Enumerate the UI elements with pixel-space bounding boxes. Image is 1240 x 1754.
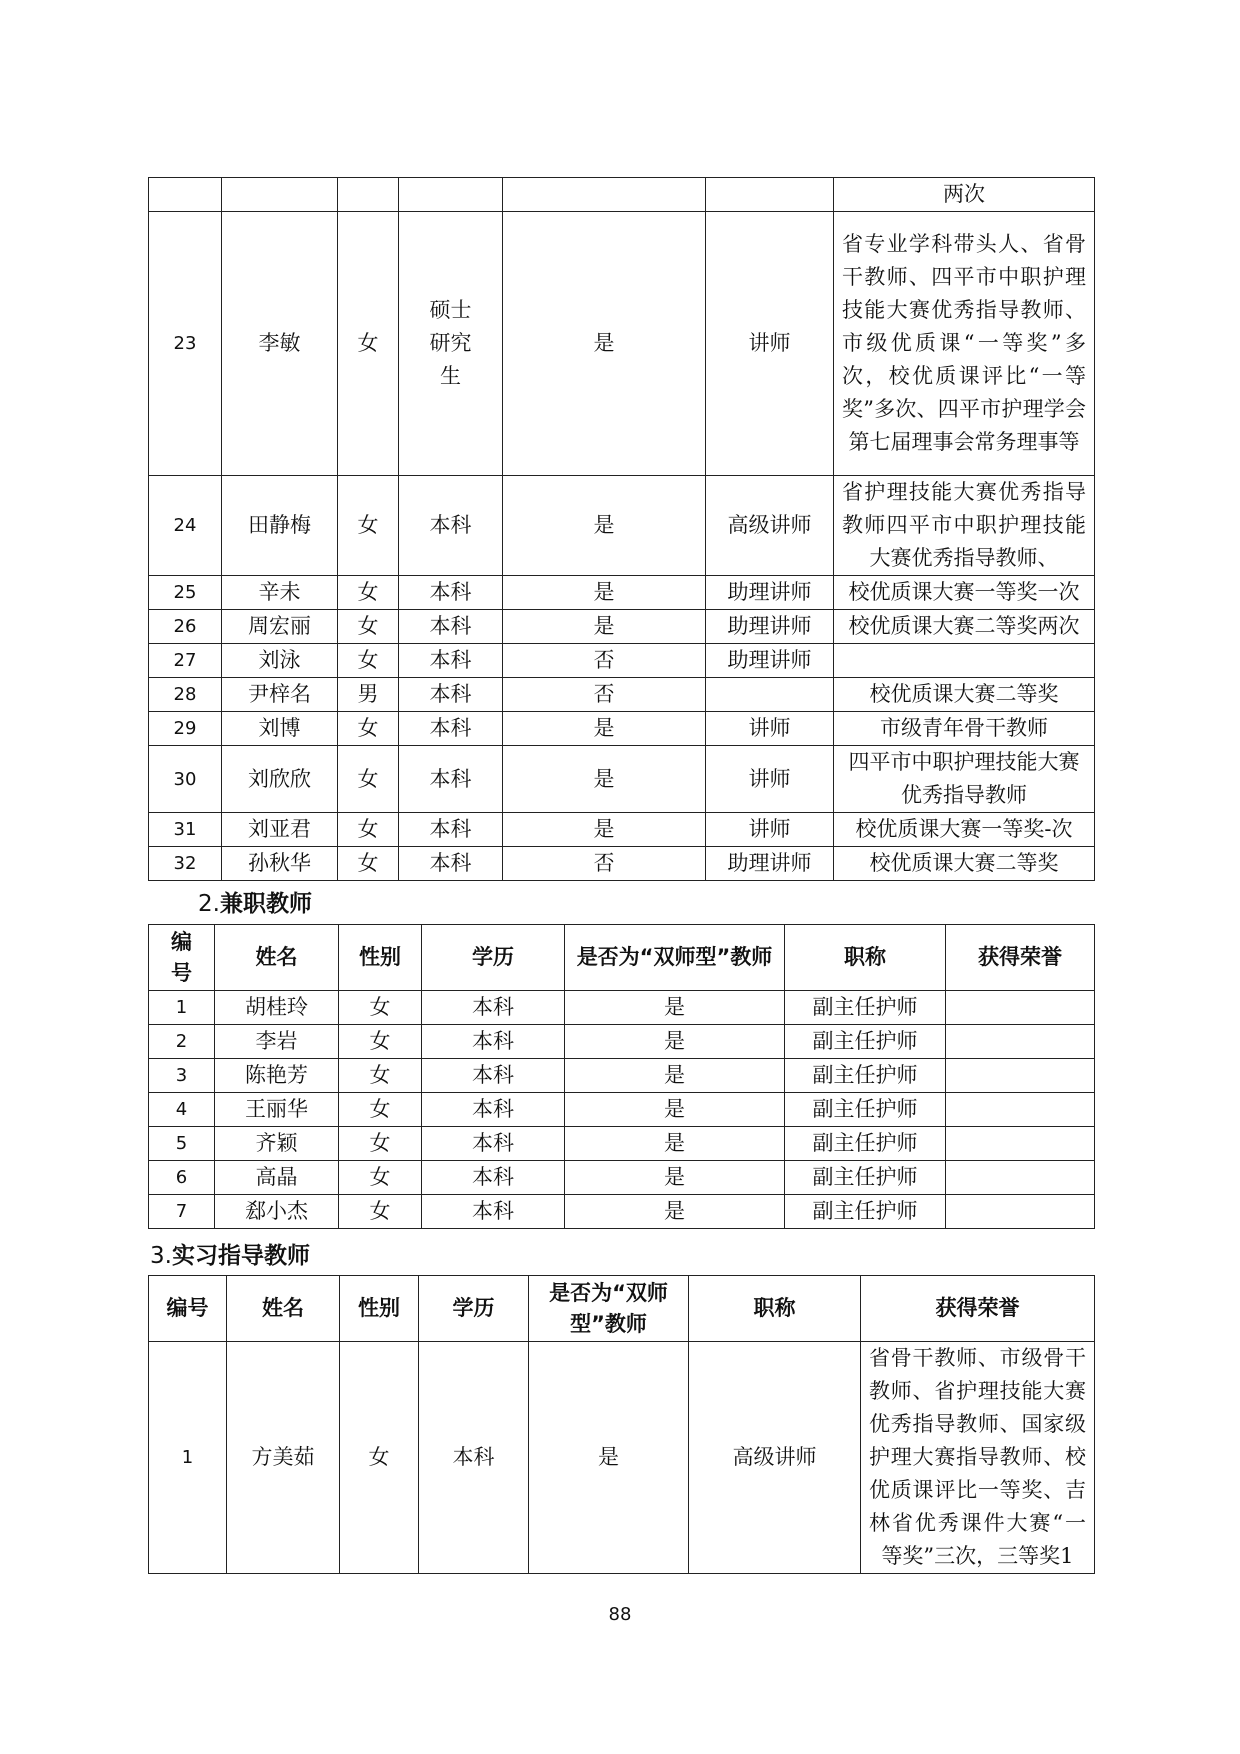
cell-honor: 省护理技能大赛优秀指导教师四平市中职护理技能大赛优秀指导教师、	[834, 476, 1095, 576]
cell-honor	[946, 1127, 1095, 1161]
cell-no: 28	[149, 678, 222, 712]
cell-title: 副主任护师	[785, 991, 946, 1025]
cell-gender: 女	[338, 476, 399, 576]
table-row	[149, 712, 1095, 746]
cell-honor	[946, 1059, 1095, 1093]
table-row	[149, 1195, 1095, 1229]
cell-gender: 男	[338, 678, 399, 712]
cell-honor: 两次	[834, 178, 1095, 212]
cell-education: 本科	[422, 1127, 565, 1161]
cell-name: 孙秋华	[222, 847, 338, 881]
cell-education: 本科	[422, 1059, 565, 1093]
cell-name: 刘亚君	[222, 813, 338, 847]
cell-honor: 四平市中职护理技能大赛优秀指导教师	[834, 746, 1095, 813]
cell-education: 本科	[399, 847, 503, 881]
cell-title: 副主任护师	[785, 1093, 946, 1127]
cell-dual-qualified	[503, 178, 706, 212]
cell-honor	[946, 1025, 1095, 1059]
cell-gender: 女	[338, 813, 399, 847]
cell-dual-qualified: 是	[503, 813, 706, 847]
cell-name: 郄小杰	[215, 1195, 339, 1229]
header-gender: 性别	[339, 925, 422, 991]
cell-dual-qualified: 是	[503, 712, 706, 746]
cell-honor: 校优质课大赛二等奖两次	[834, 610, 1095, 644]
cell-honor	[946, 1195, 1095, 1229]
section-title: 兼职教师	[219, 891, 312, 917]
cell-dual-qualified: 是	[503, 746, 706, 813]
cell-no: 1	[149, 1342, 227, 1574]
cell-gender: 女	[339, 1127, 422, 1161]
cell-dual-qualified: 是	[529, 1342, 689, 1574]
cell-title: 讲师	[706, 813, 834, 847]
header-education: 学历	[419, 1276, 529, 1342]
cell-honor: 校优质课大赛一等奖一次	[834, 576, 1095, 610]
cell-title: 副主任护师	[785, 1127, 946, 1161]
cell-dual-qualified: 否	[503, 678, 706, 712]
cell-education: 本科	[419, 1342, 529, 1574]
cell-no: 5	[149, 1127, 215, 1161]
cell-honor: 省专业学科带头人、省骨干教师、四平市中职护理技能大赛优秀指导教师、市级优质课“一等奖”多次，校优质课评比“一等奖”多次、四平市护理学会第七届理事会常务理事等	[834, 212, 1095, 476]
table-row	[149, 1059, 1095, 1093]
cell-dual-qualified: 是	[565, 1093, 785, 1127]
cell-name: 刘泳	[222, 644, 338, 678]
header-dual-qualified: 是否为“双师型”教师	[529, 1276, 689, 1342]
cell-no: 27	[149, 644, 222, 678]
header-no: 编号	[149, 925, 215, 991]
cell-honor	[946, 1093, 1095, 1127]
cell-education	[399, 178, 503, 212]
cell-education: 本科	[399, 746, 503, 813]
cell-gender: 女	[339, 1025, 422, 1059]
header-title: 职称	[689, 1276, 861, 1342]
cell-no: 3	[149, 1059, 215, 1093]
cell-dual-qualified: 是	[565, 991, 785, 1025]
cell-gender	[338, 178, 399, 212]
cell-education: 本科	[422, 1025, 565, 1059]
table-row	[149, 1342, 1095, 1574]
cell-honor: 校优质课大赛二等奖	[834, 847, 1095, 881]
cell-gender: 女	[339, 1195, 422, 1229]
cell-gender: 女	[339, 991, 422, 1025]
cell-no: 7	[149, 1195, 215, 1229]
cell-gender: 女	[338, 212, 399, 476]
cell-title: 助理讲师	[706, 576, 834, 610]
cell-no: 29	[149, 712, 222, 746]
cell-title	[706, 178, 834, 212]
cell-honor: 省骨干教师、市级骨干教师、省护理技能大赛优秀指导教师、国家级护理大赛指导教师、校优质课评比一等奖、吉林省优秀课件大赛“一等奖”三次，三等奖1	[861, 1342, 1095, 1574]
cell-no: 31	[149, 813, 222, 847]
header-honor: 获得荣誉	[861, 1276, 1095, 1342]
cell-name: 田静梅	[222, 476, 338, 576]
cell-title	[706, 678, 834, 712]
cell-education: 本科	[399, 576, 503, 610]
cell-dual-qualified: 是	[503, 212, 706, 476]
cell-no	[149, 178, 222, 212]
cell-title: 副主任护师	[785, 1195, 946, 1229]
cell-gender: 女	[338, 847, 399, 881]
cell-no: 32	[149, 847, 222, 881]
cell-education: 本科	[422, 991, 565, 1025]
cell-honor: 校优质课大赛一等奖-次	[834, 813, 1095, 847]
cell-title: 副主任护师	[785, 1059, 946, 1093]
cell-education: 本科	[422, 1093, 565, 1127]
cell-dual-qualified: 是	[565, 1025, 785, 1059]
cell-name: 齐颖	[215, 1127, 339, 1161]
header-name: 姓名	[227, 1276, 340, 1342]
cell-dual-qualified: 是	[503, 610, 706, 644]
cell-no: 25	[149, 576, 222, 610]
cell-name: 方美茹	[227, 1342, 340, 1574]
cell-no: 1	[149, 991, 215, 1025]
cell-gender: 女	[340, 1342, 419, 1574]
cell-education: 本科	[399, 678, 503, 712]
table-row	[149, 476, 1095, 576]
header-title: 职称	[785, 925, 946, 991]
cell-title: 高级讲师	[689, 1342, 861, 1574]
cell-name: 李岩	[215, 1025, 339, 1059]
table-row	[149, 991, 1095, 1025]
page-number: 88	[608, 1604, 632, 1625]
cell-title: 助理讲师	[706, 847, 834, 881]
table-row	[149, 610, 1095, 644]
cell-education: 硕士研究生	[399, 212, 503, 476]
cell-name: 辛未	[222, 576, 338, 610]
cell-dual-qualified: 是	[565, 1161, 785, 1195]
cell-gender: 女	[339, 1161, 422, 1195]
header-honor: 获得荣誉	[946, 925, 1095, 991]
cell-dual-qualified: 是	[503, 476, 706, 576]
cell-dual-qualified: 否	[503, 847, 706, 881]
cell-title: 讲师	[706, 212, 834, 476]
cell-honor	[946, 1161, 1095, 1195]
cell-no: 26	[149, 610, 222, 644]
table-header-row	[149, 925, 1095, 991]
cell-dual-qualified: 是	[565, 1127, 785, 1161]
table-row	[149, 746, 1095, 813]
table-row	[149, 644, 1095, 678]
cell-gender: 女	[338, 610, 399, 644]
cell-no: 6	[149, 1161, 215, 1195]
cell-dual-qualified: 是	[503, 576, 706, 610]
section-number: 3.	[150, 1243, 172, 1269]
cell-name: 李敏	[222, 212, 338, 476]
table-row	[149, 1025, 1095, 1059]
table-row	[149, 1161, 1095, 1195]
cell-title: 副主任护师	[785, 1025, 946, 1059]
cell-education: 本科	[399, 476, 503, 576]
cell-no: 4	[149, 1093, 215, 1127]
section-number: 2.	[198, 891, 220, 917]
cell-name: 胡桂玲	[215, 991, 339, 1025]
cell-name: 陈艳芳	[215, 1059, 339, 1093]
cell-title: 高级讲师	[706, 476, 834, 576]
section-heading-parttime	[198, 885, 312, 918]
cell-education: 本科	[399, 644, 503, 678]
cell-education: 本科	[422, 1161, 565, 1195]
section-heading-internship	[150, 1237, 310, 1270]
table-row	[149, 813, 1095, 847]
cell-name: 王丽华	[215, 1093, 339, 1127]
header-name: 姓名	[215, 925, 339, 991]
cell-dual-qualified: 是	[565, 1195, 785, 1229]
cell-title: 讲师	[706, 712, 834, 746]
cell-gender: 女	[338, 746, 399, 813]
table-row	[149, 1127, 1095, 1161]
table-row	[149, 1093, 1095, 1127]
cell-dual-qualified: 是	[565, 1059, 785, 1093]
cell-gender: 女	[338, 576, 399, 610]
header-dual-qualified: 是否为“双师型”教师	[565, 925, 785, 991]
fulltime-teachers-table	[148, 177, 1095, 881]
cell-gender: 女	[339, 1093, 422, 1127]
table-row	[149, 847, 1095, 881]
cell-no: 30	[149, 746, 222, 813]
table-row	[149, 178, 1095, 212]
table-row	[149, 576, 1095, 610]
cell-name: 刘博	[222, 712, 338, 746]
cell-honor: 校优质课大赛二等奖	[834, 678, 1095, 712]
section-title: 实习指导教师	[171, 1243, 310, 1269]
internship-teachers-table	[148, 1275, 1095, 1574]
cell-education: 本科	[422, 1195, 565, 1229]
cell-gender: 女	[338, 644, 399, 678]
header-gender: 性别	[340, 1276, 419, 1342]
cell-title: 助理讲师	[706, 644, 834, 678]
cell-title: 副主任护师	[785, 1161, 946, 1195]
cell-education: 本科	[399, 813, 503, 847]
cell-gender: 女	[338, 712, 399, 746]
cell-no: 23	[149, 212, 222, 476]
cell-honor: 市级青年骨干教师	[834, 712, 1095, 746]
cell-education: 本科	[399, 712, 503, 746]
header-no: 编号	[149, 1276, 227, 1342]
cell-honor	[834, 644, 1095, 678]
cell-title: 助理讲师	[706, 610, 834, 644]
cell-education: 本科	[399, 610, 503, 644]
cell-name	[222, 178, 338, 212]
table-row	[149, 212, 1095, 476]
cell-name: 高晶	[215, 1161, 339, 1195]
cell-gender: 女	[339, 1059, 422, 1093]
cell-name: 尹梓名	[222, 678, 338, 712]
table-row	[149, 678, 1095, 712]
cell-name: 周宏丽	[222, 610, 338, 644]
cell-no: 2	[149, 1025, 215, 1059]
header-education: 学历	[422, 925, 565, 991]
cell-title: 讲师	[706, 746, 834, 813]
cell-name: 刘欣欣	[222, 746, 338, 813]
cell-no: 24	[149, 476, 222, 576]
table-header-row	[149, 1276, 1095, 1342]
cell-dual-qualified: 否	[503, 644, 706, 678]
cell-honor	[946, 991, 1095, 1025]
parttime-teachers-table	[148, 924, 1095, 1229]
